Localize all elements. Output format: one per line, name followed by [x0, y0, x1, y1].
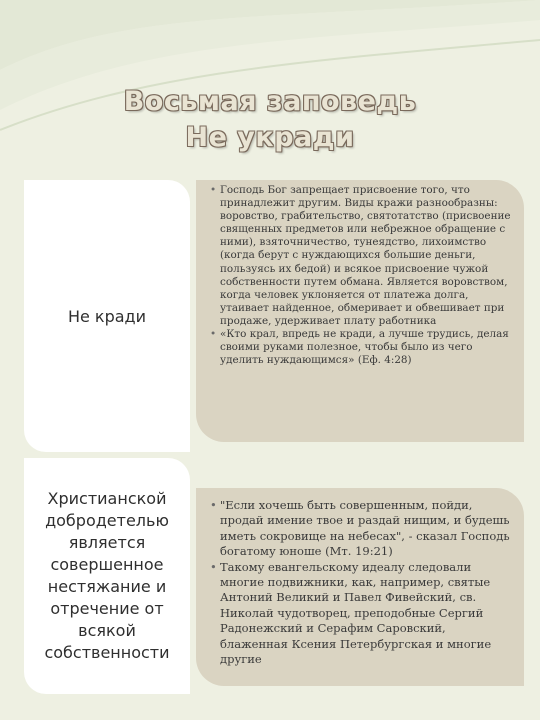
left-box-bottom [24, 458, 190, 694]
right-top-list [210, 184, 516, 367]
list-item: • Господь Бог запрещает присвоение того, что принадлежит другим. Виды кражи разнообразны: воровство, грабительство, святотатство (присвоение священных предметов или небрежное обращение с ними), взяточничество, тунеядство, лихоимство (когда берут с нуждающихся большие деньги, пользуясь их бедой) и всякое присвоение чужой собственности путем обмана. Является воровством, когда человек уклоняется от платежа долга, утаивает найденное, обмеривает и обвешивает при продаже, удерживает плату работника [210, 184, 516, 328]
list-item: • "Если хочешь быть совершенным, пойди, продай имение твое и раздай нищим, и будешь иметь сокровище на небесах", - сказал Господь богатому юноше (Мт. 19:21) [210, 498, 516, 560]
slide-title: Восьмая заповедь [123, 86, 417, 117]
left-box-bottom-label: Христианской добродетелью является совершенное нестяжание и отречение от всякой собственности [44, 489, 170, 662]
slide-subtitle: Не укради [185, 122, 355, 153]
list-item: • Такому евангельскому идеалу следовали многие подвижники, как, например, святые Антоний Великий и Павел Фивейский, св. Николай чудотворец, преподобные Сергий Радонежский и Серафим Саровский, блаженная Ксения Петербургская и многие другие [210, 560, 516, 668]
list-item: • «Кто крал, впредь не кради, а лучше трудись, делая своими руками полезное, чтобы было из чего уделить нуждающимся» (Еф. 4:28) [210, 328, 516, 367]
right-box-top [196, 180, 524, 442]
left-box-top-label: Не кради [67, 306, 147, 326]
right-bottom-list [210, 498, 516, 667]
right-box-bottom [196, 488, 524, 686]
left-box-top [24, 180, 190, 452]
